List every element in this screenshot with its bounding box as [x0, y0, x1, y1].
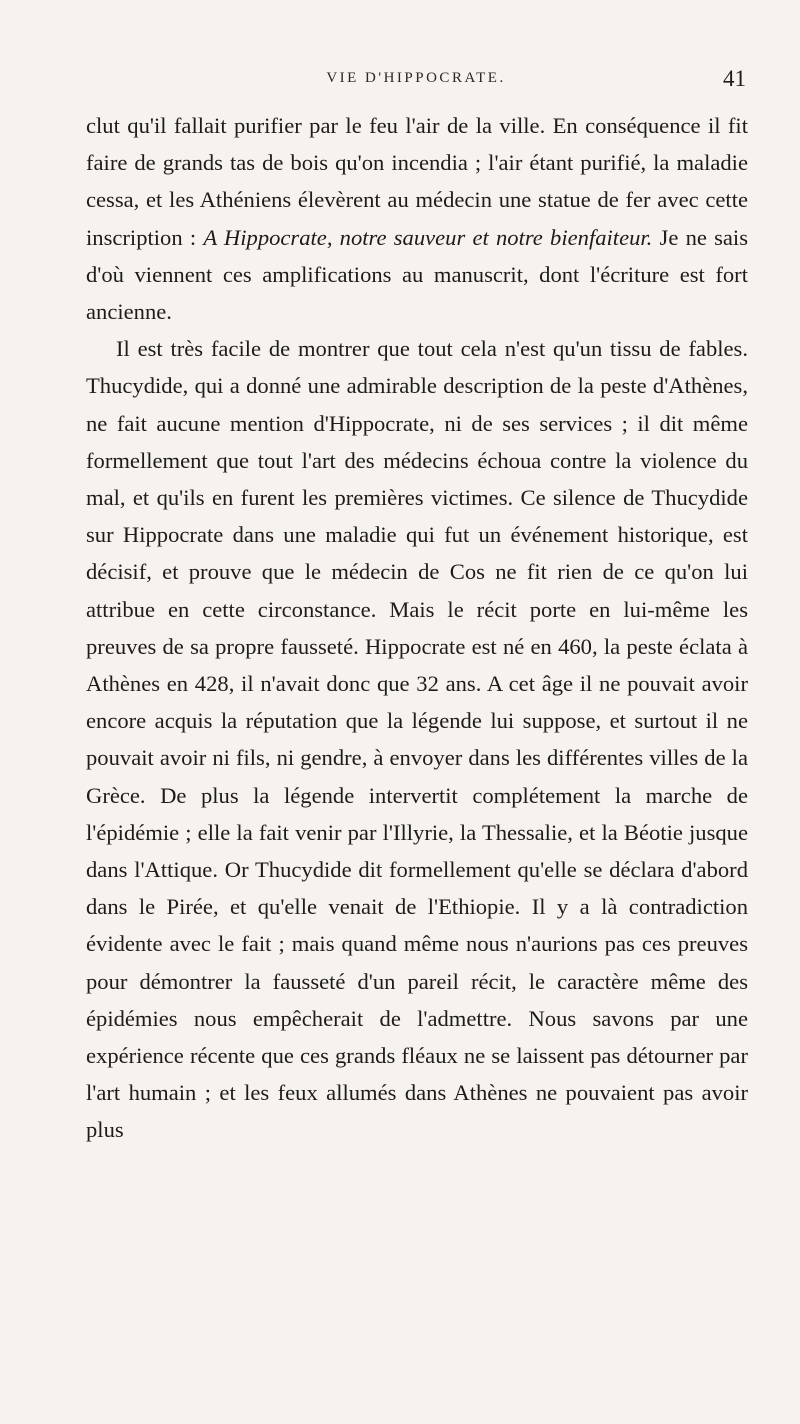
statue-inscription: A Hippocrate, notre sauveur et notre bienfaiteur. — [203, 224, 653, 250]
paragraph-1-text-start: clut qu'il fallait purifier par le feu l'air de la ville. En conséquence il fit faire de grands tas de bois qu'on incendia ; l'air étant purifié, la maladie cessa, et les Athéniens élevèrent au médecin une statue de fer avec cette inscription : — [86, 113, 748, 250]
body-text — [86, 107, 748, 1149]
running-head — [86, 66, 746, 96]
paragraph-1-text-end: Je ne sais d'où viennent ces amplifications au manuscrit, dont l'écriture est fort ancienne. — [86, 224, 748, 325]
paragraph-1 — [86, 107, 748, 330]
paragraph-2: Il est très facile de montrer que tout cela n'est qu'un tissu de fables. Thucydide, qui a donné une admirable description de la peste d'Athènes, ne fait aucune mention d'Hippocrate, ni de ses services ; il dit même formellement que tout l'art des médecins échoua contre la violence du mal, et qu'ils en furent les premières victimes. Ce silence de Thucydide sur Hippocrate dans une maladie qui fut un événement historique, est décisif, et prouve que le médecin de Cos ne fit rien de ce qu'on lui attribue en cette circonstance. Mais le récit porte en lui-même les preuves de sa propre fausseté. Hippocrate est né en 460, la peste éclata à Athènes en 428, il n'avait donc que 32 ans. A cet âge il ne pouvait avoir encore acquis la réputation que la légende lui suppose, et surtout il ne pouvait avoir ni fils, ni gendre, à envoyer dans les différentes villes de la Grèce. De plus la légende intervertit complétement la marche de l'épidémie ; elle la fait venir par l'Illyrie, la Thessalie, et la Béotie jusque dans l'Attique. Or Thucydide dit formellement qu'elle se déclara d'abord dans le Pirée, et qu'elle venait de l'Ethiopie. Il y a là contradiction évidente avec le fait ; mais quand même nous n'aurions pas ces preuves pour démontrer la fausseté d'un pareil récit, le caractère même des épidémies nous empêcherait de l'admettre. Nous savons par une expérience récente que ces grands fléaux ne se laissent pas détourner par l'art humain ; et les feux allumés dans Athènes ne pouvaient pas avoir plus — [86, 336, 748, 1143]
running-title: VIE D'HIPPOCRATE. — [326, 70, 506, 86]
page-number: 41 — [723, 66, 746, 91]
